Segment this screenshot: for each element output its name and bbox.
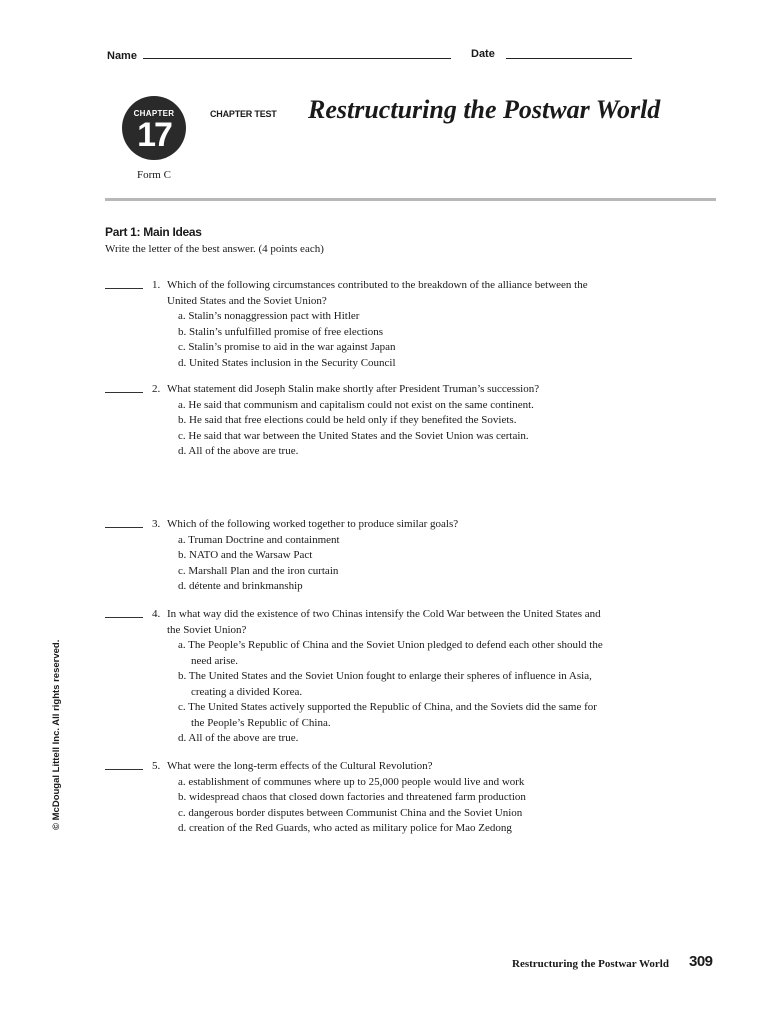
choice-c: c. The United States actively supported the Republic of China, and the Soviets did the same for the People’s Republic of China. xyxy=(178,701,597,729)
answer-blank-4[interactable] xyxy=(105,617,143,618)
choice-d: d. creation of the Red Guards, who acted as military police for Mao Zedong xyxy=(178,822,512,834)
answer-blank-5[interactable] xyxy=(105,769,143,770)
name-label: Name xyxy=(107,50,137,62)
choice-c: c. He said that war between the United States and the Soviet Union was certain. xyxy=(178,429,529,442)
question-number: 1. xyxy=(152,279,161,291)
chapter-number: 17 xyxy=(137,116,171,154)
choice-b: b. widespread chaos that closed down factories and threatened farm production xyxy=(178,791,526,803)
choice-a: a. He said that communism and capitalism could not exist on the same continent. xyxy=(178,398,534,411)
instructions: Write the letter of the best answer. (4 points each) xyxy=(105,243,324,255)
chapter-badge xyxy=(122,96,186,160)
page-number: 309 xyxy=(689,953,713,970)
choice-d: d. All of the above are true. xyxy=(178,445,299,457)
question-text: Which of the following worked together to produce similar goals? xyxy=(167,518,459,530)
question-number: 5. xyxy=(152,760,161,772)
question-text: What statement did Joseph Stalin make shortly after President Truman’s succession? xyxy=(167,383,540,395)
choice-d: d. All of the above are true. xyxy=(178,732,299,744)
choice-b: b. The United States and the Soviet Union fought to enlarge their spheres of influence in Asia, creating a divided Korea. xyxy=(178,670,592,698)
choice-a: a. Stalin’s nonaggression pact with Hitler xyxy=(178,310,360,322)
part-title: Part 1: Main Ideas xyxy=(105,225,202,239)
choice-c: c. dangerous border disputes between Communist China and the Soviet Union xyxy=(178,806,523,819)
chapter-label: CHAPTER xyxy=(133,109,175,118)
choice-c: c. Stalin’s promise to aid in the war against Japan xyxy=(178,341,396,353)
answer-blank-3[interactable] xyxy=(105,527,143,528)
footer-title: Restructuring the Postwar World xyxy=(512,958,669,970)
choice-b: b. He said that free elections could be held only if they benefited the Soviets. xyxy=(178,414,517,426)
question-number: 3. xyxy=(152,518,161,530)
choice-c: c. Marshall Plan and the iron curtain xyxy=(178,564,339,577)
choice-b: b. NATO and the Warsaw Pact xyxy=(178,549,313,561)
copyright-notice: © McDougal Littell Inc. All rights reserved. xyxy=(51,639,62,830)
chapter-test-label: CHAPTER TEST xyxy=(210,109,277,119)
choice-b: b. Stalin’s unfulfilled promise of free elections xyxy=(178,325,383,338)
date-label: Date xyxy=(471,48,495,60)
question-text: In what way did the existence of two Chinas intensify the Cold War between the United States and the Soviet Union? xyxy=(167,608,601,636)
choice-a: a. The People’s Republic of China and the Soviet Union pledged to defend each other should the need arise. xyxy=(178,639,603,667)
answer-blank-2[interactable] xyxy=(105,392,143,393)
date-blank[interactable] xyxy=(506,48,632,59)
answer-blank-1[interactable] xyxy=(105,288,143,289)
name-blank[interactable] xyxy=(143,48,451,59)
question-text: Which of the following circumstances contributed to the breakdown of the alliance between the United States and the Soviet Union? xyxy=(167,279,588,307)
question-text: What were the long-term effects of the Cultural Revolution? xyxy=(167,760,433,772)
choice-a: a. establishment of communes where up to 25,000 people would live and work xyxy=(178,775,525,788)
question-number: 4. xyxy=(152,608,161,620)
question-number: 2. xyxy=(152,383,161,395)
choice-d: d. United States inclusion in the Security Council xyxy=(178,356,396,369)
header-divider xyxy=(105,198,716,201)
form-label: Form C xyxy=(137,169,171,181)
choice-d: d. détente and brinkmanship xyxy=(178,580,303,592)
choice-a: a. Truman Doctrine and containment xyxy=(178,533,340,546)
name-field xyxy=(107,48,451,62)
page-title: Restructuring the Postwar World xyxy=(308,95,661,124)
